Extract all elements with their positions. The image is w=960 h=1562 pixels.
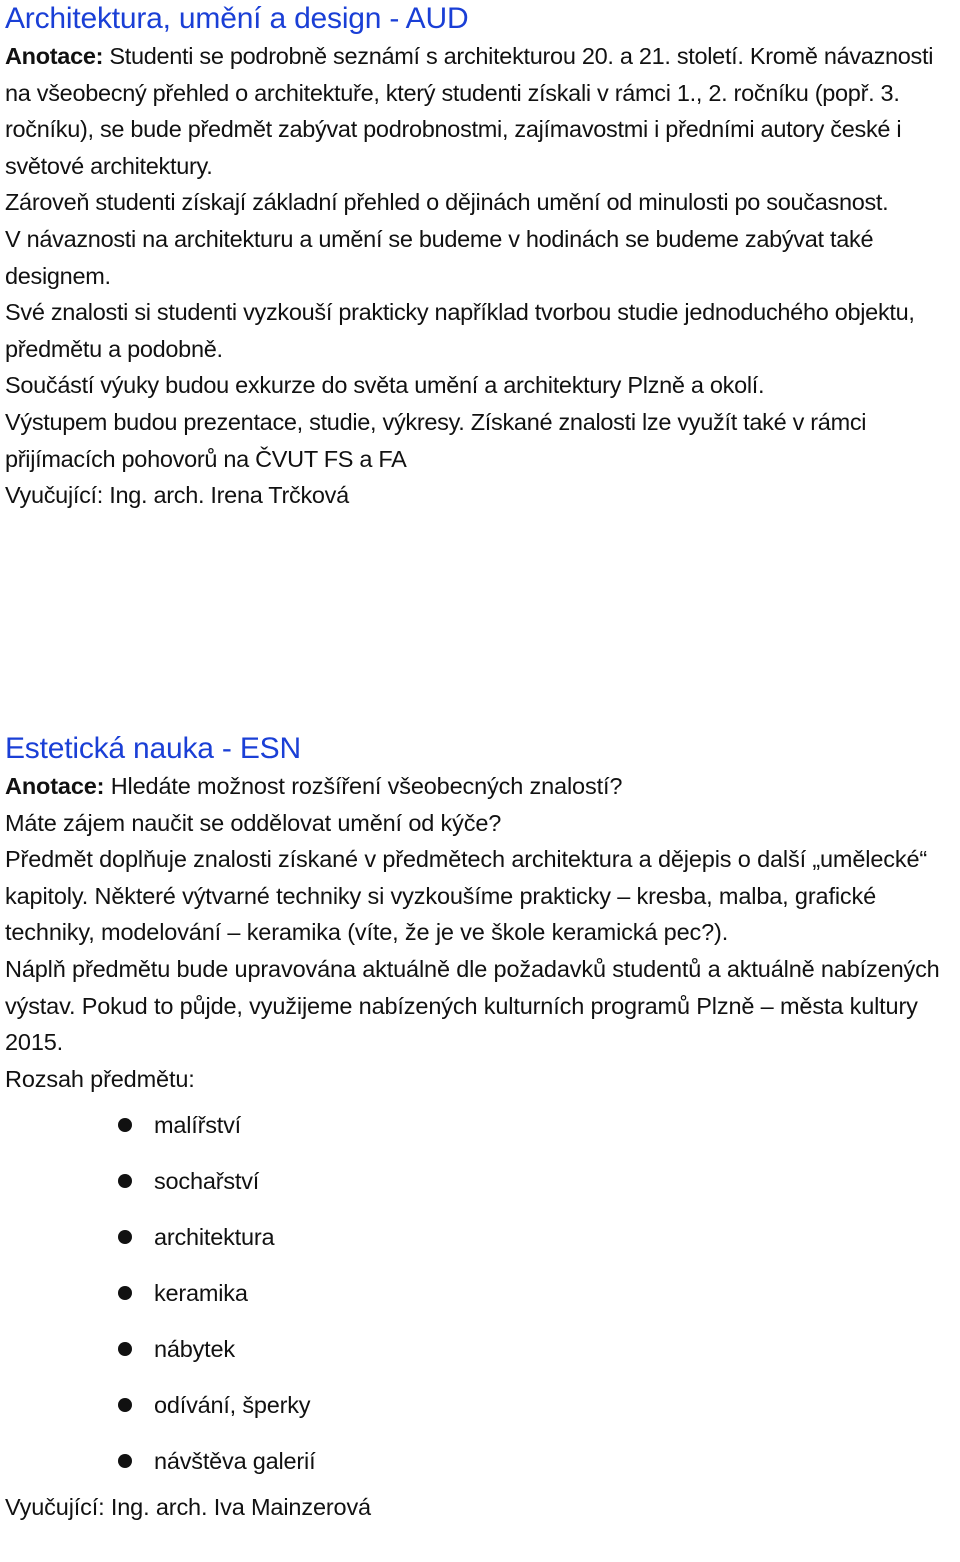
- teacher-line: Vyučující: Ing. arch. Iva Mainzerová: [5, 1494, 371, 1521]
- list-item: [5, 1265, 957, 1321]
- paragraph: Své znalosti si studenti vyzkouší prakticky například tvorbou studie jednoduchého objektu, předmětu a podobně.: [5, 299, 915, 362]
- annotation-paragraph: [5, 38, 957, 184]
- list-item-label: odívání, šperky: [154, 1392, 311, 1419]
- bullet-icon: [118, 1398, 132, 1412]
- list-item-label: nábytek: [154, 1336, 235, 1363]
- paragraph: Výstupem budou prezentace, studie, výkresy. Získané znalosti lze využít také v rámci přijímacích pohovorů na ČVUT FS a FA: [5, 408, 867, 472]
- course-section-aud: [5, 0, 957, 514]
- course-title: Architektura, umění a design - AUD: [5, 2, 469, 35]
- paragraph: Součástí výuky budou exkurze do světa umění a architektury Plzně a okolí.: [5, 372, 765, 399]
- scope-heading: Rozsah předmětu:: [5, 1065, 195, 1092]
- list-item: [5, 1377, 957, 1433]
- list-item-label: sochařství: [154, 1168, 260, 1195]
- course-section-esn: [5, 730, 957, 1526]
- list-item-label: keramika: [154, 1280, 248, 1307]
- annotation-label: Anotace:: [5, 773, 105, 799]
- list-item: [5, 1209, 957, 1265]
- annotation-paragraph: [5, 768, 957, 805]
- paragraph: Předmět doplňuje znalosti získané v předmětech architektura a dějepis o další „umělecké“ kapitoly. Některé výtvarné techniky si vyzkoušíme prakticky – kresba, malba, grafické techniky, modelování – keramika (víte, že je ve škole keramická pec?).: [5, 846, 928, 946]
- bullet-icon: [118, 1118, 132, 1132]
- list-item-label: architektura: [154, 1224, 275, 1251]
- bullet-icon: [118, 1230, 132, 1244]
- list-item: [5, 1097, 957, 1153]
- bullet-icon: [118, 1286, 132, 1300]
- paragraph: Náplň předmětu bude upravována aktuálně dle požadavků studentů a aktuálně nabízených výstav. Pokud to půjde, využijeme nabízených kulturních programů Plzně – města kultury 2015.: [5, 955, 940, 1056]
- list-item-label: návštěva galerií: [154, 1448, 316, 1475]
- bullet-icon: [118, 1174, 132, 1188]
- list-item: [5, 1433, 957, 1489]
- teacher-line: Vyučující: Ing. arch. Irena Trčková: [5, 482, 349, 509]
- list-item: [5, 1153, 957, 1209]
- list-item-label: malířství: [154, 1112, 241, 1139]
- bullet-icon: [118, 1342, 132, 1356]
- course-title: Estetická nauka - ESN: [5, 732, 301, 765]
- paragraph: Máte zájem naučit se oddělovat umění od kýče?: [5, 809, 502, 836]
- paragraph: Zároveň studenti získají základní přehled o dějinách umění od minulosti po současnost.: [5, 189, 889, 216]
- bullet-icon: [118, 1454, 132, 1468]
- annotation-text: Hledáte možnost rozšíření všeobecných znalostí?: [104, 773, 623, 799]
- topic-list: [5, 1097, 957, 1489]
- list-item: [5, 1321, 957, 1377]
- annotation-text: Studenti se podrobně seznámí s architekturou 20. a 21. století. Kromě návaznosti na všeobecný přehled o architektuře, který studenti získali v rámci 1., 2. ročníku (popř. 3. ročníku), se bude předmět zabývat podrobnostmi, zajímavostmi i předními autory české i světové architektury.: [5, 43, 934, 179]
- annotation-label: Anotace:: [5, 43, 104, 69]
- paragraph: V návaznosti na architekturu a umění se budeme v hodinách se budeme zabývat také designem.: [5, 225, 874, 289]
